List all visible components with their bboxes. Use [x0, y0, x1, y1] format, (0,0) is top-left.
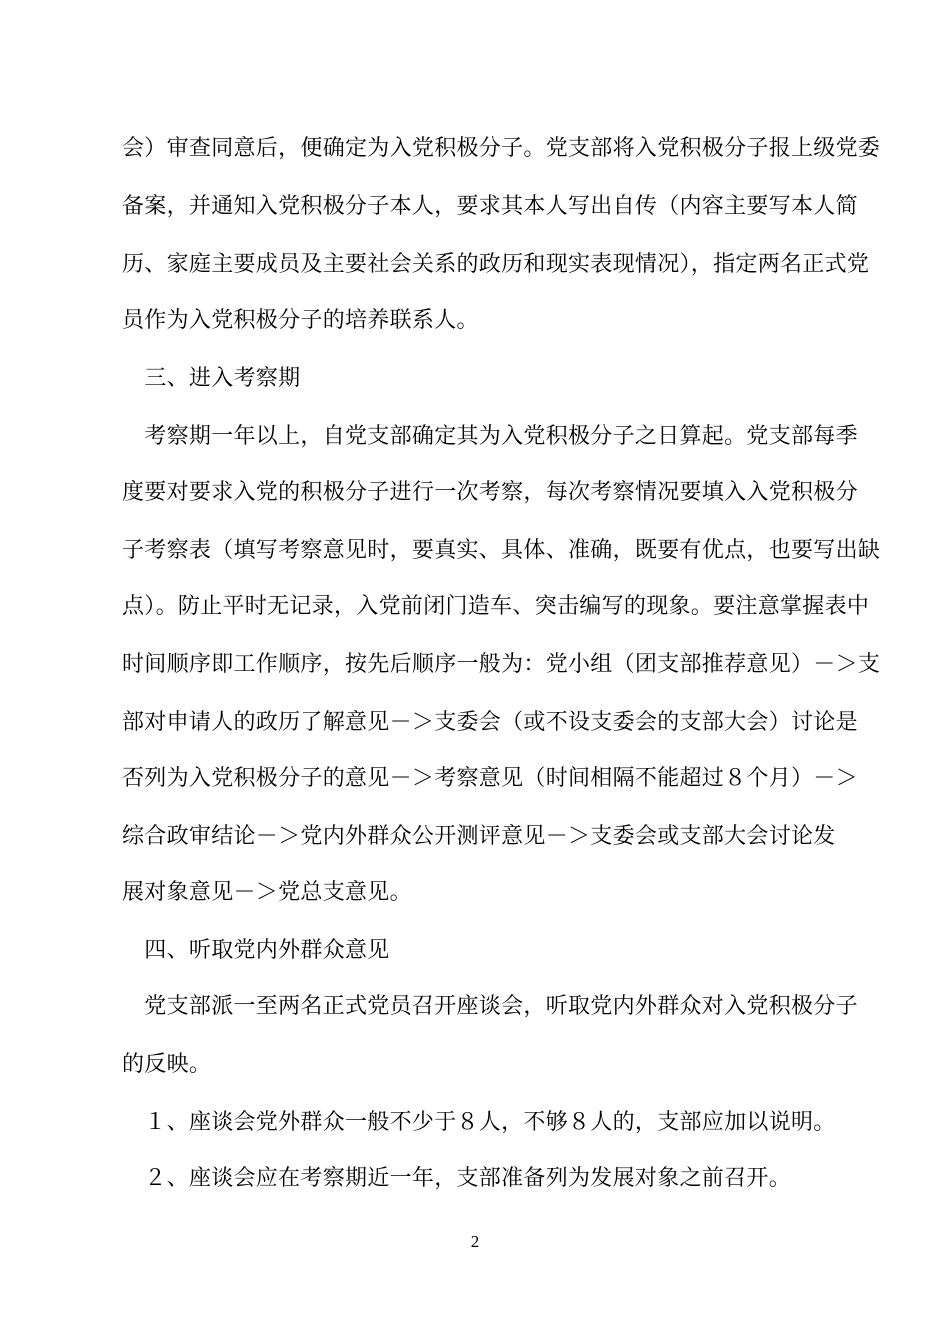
text-line: 度要对要求入党的积极分子进行一次考察，每次考察情况要填入入党积极分	[122, 480, 858, 505]
text-line: 时间顺序即工作顺序，按先后顺序一般为：党小组（团支部推荐意见）－＞支	[122, 652, 881, 677]
text-line: 否列为入党积极分子的意见－＞考察意见（时间相隔不能超过８个月）－＞	[122, 766, 858, 791]
page-number: 2	[470, 1232, 480, 1251]
text-line: 点）。防止平时无记录，入党前闭门造车、突击编写的现象。要注意掌握表中	[122, 594, 870, 619]
list-item: ２、座谈会应在考察期近一年，支部准备列为发展对象之前召开。	[122, 1166, 792, 1191]
section-heading: 四、听取党内外群众意见	[122, 938, 390, 963]
text-line: 历、家庭主要成员及主要社会关系的政历和现实表现情况），指定两名正式党	[122, 252, 870, 277]
text-line: 综合政审结论－＞党内外群众公开测评意见－＞支委会或支部大会讨论发	[122, 824, 836, 849]
text-line: 展对象意见－＞党总支意见。	[122, 880, 412, 905]
list-item: １、座谈会党外群众一般不少于８人，不够８人的，支部应加以说明。	[122, 1110, 836, 1135]
text-line: 党支部派一至两名正式党员召开座谈会，听取党内外群众对入党积极分子	[122, 994, 858, 1019]
section-heading: 三、进入考察期	[122, 366, 301, 391]
text-line: 考察期一年以上，自党支部确定其为入党积极分子之日算起。党支部每季	[122, 424, 858, 449]
text-line: 员作为入党积极分子的培养联系人。	[122, 308, 479, 333]
text-line: 子考察表（填写考察意见时，要真实、具体、准确，既要有优点，也要写出缺	[122, 538, 881, 563]
text-line: 会）审查同意后，便确定为入党积极分子。党支部将入党积极分子报上级党委	[122, 136, 881, 161]
text-line: 备案，并通知入党积极分子本人，要求其本人写出自传（内容主要写本人简	[122, 194, 858, 219]
text-line: 部对申请人的政历了解意见－＞支委会（或不设支委会的支部大会）讨论是	[122, 710, 858, 735]
text-line: 的反映。	[122, 1052, 212, 1077]
